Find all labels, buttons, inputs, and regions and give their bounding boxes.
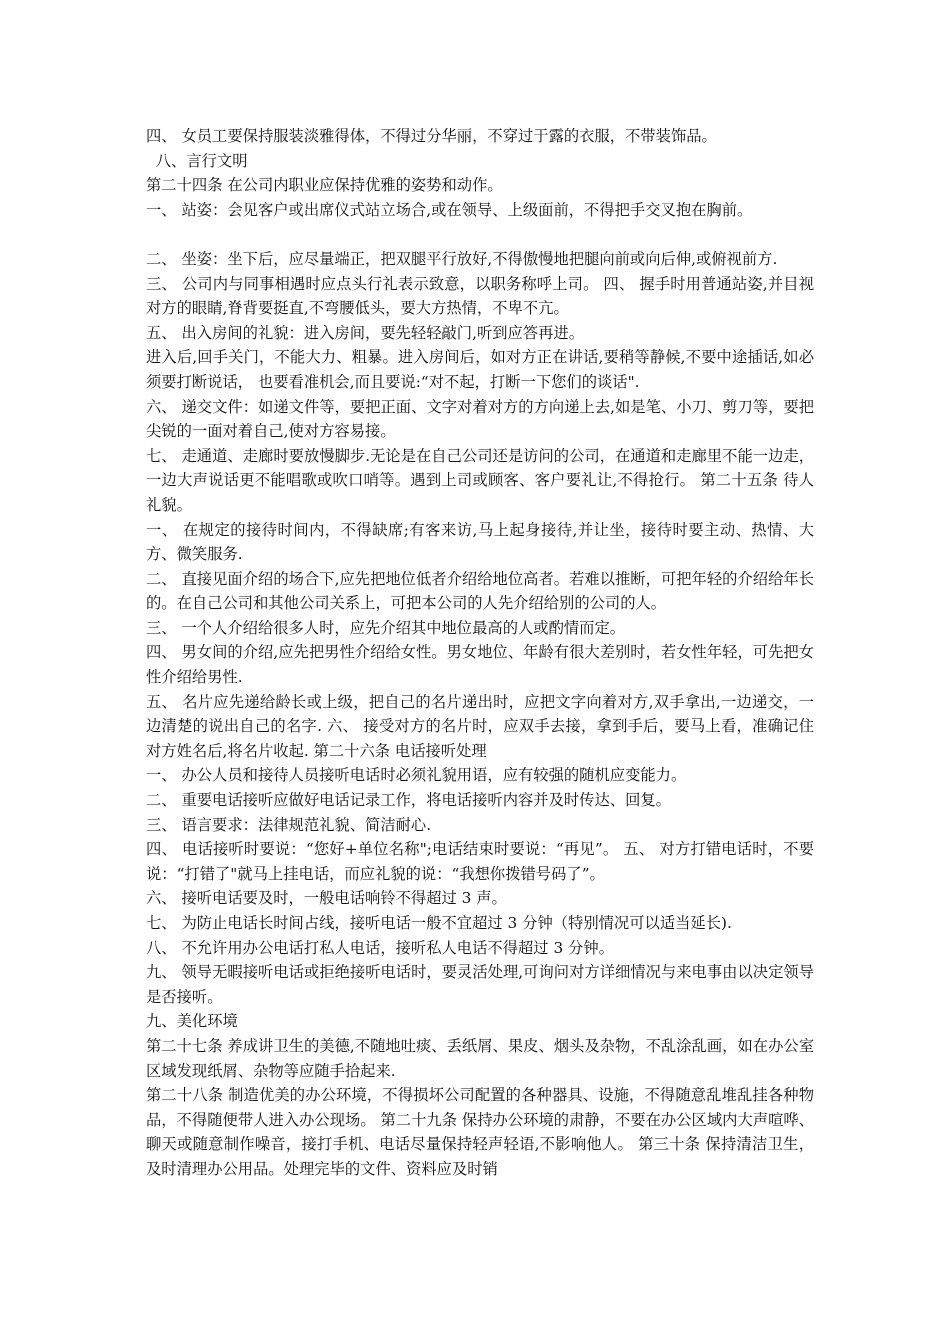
paragraph: 七、 走通道、走廊时要放慢脚步.无论是在自己公司还是访问的公司，在通道和走廊里不能一边走，一边大声说话更不能唱歌或吹口哨等。遇到上司或顾客、客户要礼让,不得抢行。 第二十五条 待人礼貌。 bbox=[146, 446, 814, 514]
paragraph: 四、 男女间的介绍,应先把男性介绍给女性。男女地位、年龄有很大差别时，若女性年轻，可先把女性介绍给男性. bbox=[146, 643, 814, 687]
paragraph: 进入后,回手关门，不能大力、粗暴。进入房间后，如对方正在讲话,要稍等静候,不要中途插话,如必须要打断说话， 也要看准机会,而且要说:“对不起，打断一下您们的谈话". bbox=[146, 348, 814, 391]
paragraph: 六、 递交文件：如递文件等，要把正面、文字对着对方的方向递上去,如是笔、小刀、剪刀等，要把尖锐的一面对着自己,使对方容易接。 bbox=[146, 397, 814, 441]
paragraph: 三、 公司内与同事相遇时应点头行礼表示致意，以职务称呼上司。 四、 握手时用普通站姿,并目视对方的眼睛,脊背要挺直,不弯腰低头，要大方热情，不卑不亢。 bbox=[146, 274, 814, 318]
paragraph: 四、 女员工要保持服装淡雅得体，不得过分华丽，不穿过于露的衣服，不带装饰品。 bbox=[146, 127, 717, 145]
paragraph: 三、 一个人介绍给很多人时，应先介绍其中地位最高的人或酌情而定。 bbox=[146, 618, 626, 637]
paragraph: 一、 站姿：会见客户或出席仪式站立场合,或在领导、上级面前，不得把手交叉抱在胸前。 bbox=[146, 200, 753, 219]
paragraph: 七、 为防止电话长时间占线，接听电话一般不宜超过 3 分钟（特别情况可以适当延长). bbox=[146, 914, 732, 932]
paragraph: 第二十七条 养成讲卫生的美德,不随地吐痰、丢纸屑、果皮、烟头及杂物，不乱涂乱画，如在办公室区域发现纸屑、杂物等应随手拾起来. bbox=[146, 1036, 814, 1080]
section-heading: 九、美化环境 bbox=[146, 1012, 238, 1031]
paragraph: 六、 接听电话要及时，一般电话响铃不得超过 3 声。 bbox=[146, 889, 507, 908]
paragraph: 八、 不允许用办公电话打私人电话，接听私人电话不得超过 3 分钟。 bbox=[146, 938, 614, 957]
paragraph: 五、 出入房间的礼貌：进入房间，要先轻轻敲门,听到应答再进。 bbox=[146, 323, 585, 342]
paragraph: 三、 语言要求：法律规范礼貌、简洁耐心. bbox=[146, 815, 432, 834]
document-page bbox=[146, 124, 814, 1182]
paragraph: 二、 重要电话接听应做好电话记录工作，将电话接听内容并及时传达、回复。 bbox=[146, 791, 671, 810]
paragraph: 第二十八条 制造优美的办公环境，不得损坏公司配置的各种器具、设施，不得随意乱堆乱挂各种物品，不得随便带人进入办公现场。 第二十九条 保持办公环境的肃静，不要在办公区域内大声喧哗、聊天或随意制作噪音，接打手机、电话尽量保持轻声轻语,不影响他人。 第三十条 保持清洁卫生，及时清理办公用品。处理完毕的文件、资料应及时销 bbox=[146, 1086, 814, 1178]
article-heading: 第二十四条 在公司内职业应保持优雅的姿势和动作。 bbox=[146, 176, 503, 195]
section-heading: 八、言行文明 bbox=[146, 151, 248, 170]
paragraph: 二、 坐姿：坐下后，应尽量端正，把双腿平行放好,不得傲慢地把腿向前或向后伸,或俯视前方. bbox=[146, 249, 778, 268]
paragraph: 四、 电话接听时要说：“您好+单位名称";电话结束时要说：“再见”。 五、 对方打错电话时，不要说：“打错了"就马上挂电话，而应礼貌的说：“我想你拨错号码了”。 bbox=[146, 840, 814, 883]
paragraph: 一、 办公人员和接待人员接听电话时必须礼貌用语，应有较强的随机应变能力。 bbox=[146, 766, 687, 785]
paragraph: 一、 在规定的接待时间内，不得缺席;有客来访,马上起身接待,并让坐，接待时要主动、热情、大方、微笑服务. bbox=[146, 520, 814, 564]
paragraph: 九、 领导无暇接听电话或拒绝接听电话时，要灵活处理,可询问对方详细情况与来电事由以决定领导是否接听。 bbox=[146, 963, 814, 1006]
paragraph: 五、 名片应先递给龄长或上级，把自己的名片递出时，应把文字向着对方,双手拿出,一边递交，一边清楚的说出自己的名字. 六、 接受对方的名片时，应双手去接，拿到手后，要马上看，准确记住对方姓名后,将名片收起. 第二十六条 电话接听处理 bbox=[146, 692, 814, 760]
paragraph: 二、 直接见面介绍的场合下,应先把地位低者介绍给地位高者。若难以推断，可把年轻的介绍给年长的。在自己公司和其他公司关系上，可把本公司的人先介绍给别的公司的人。 bbox=[146, 569, 814, 613]
